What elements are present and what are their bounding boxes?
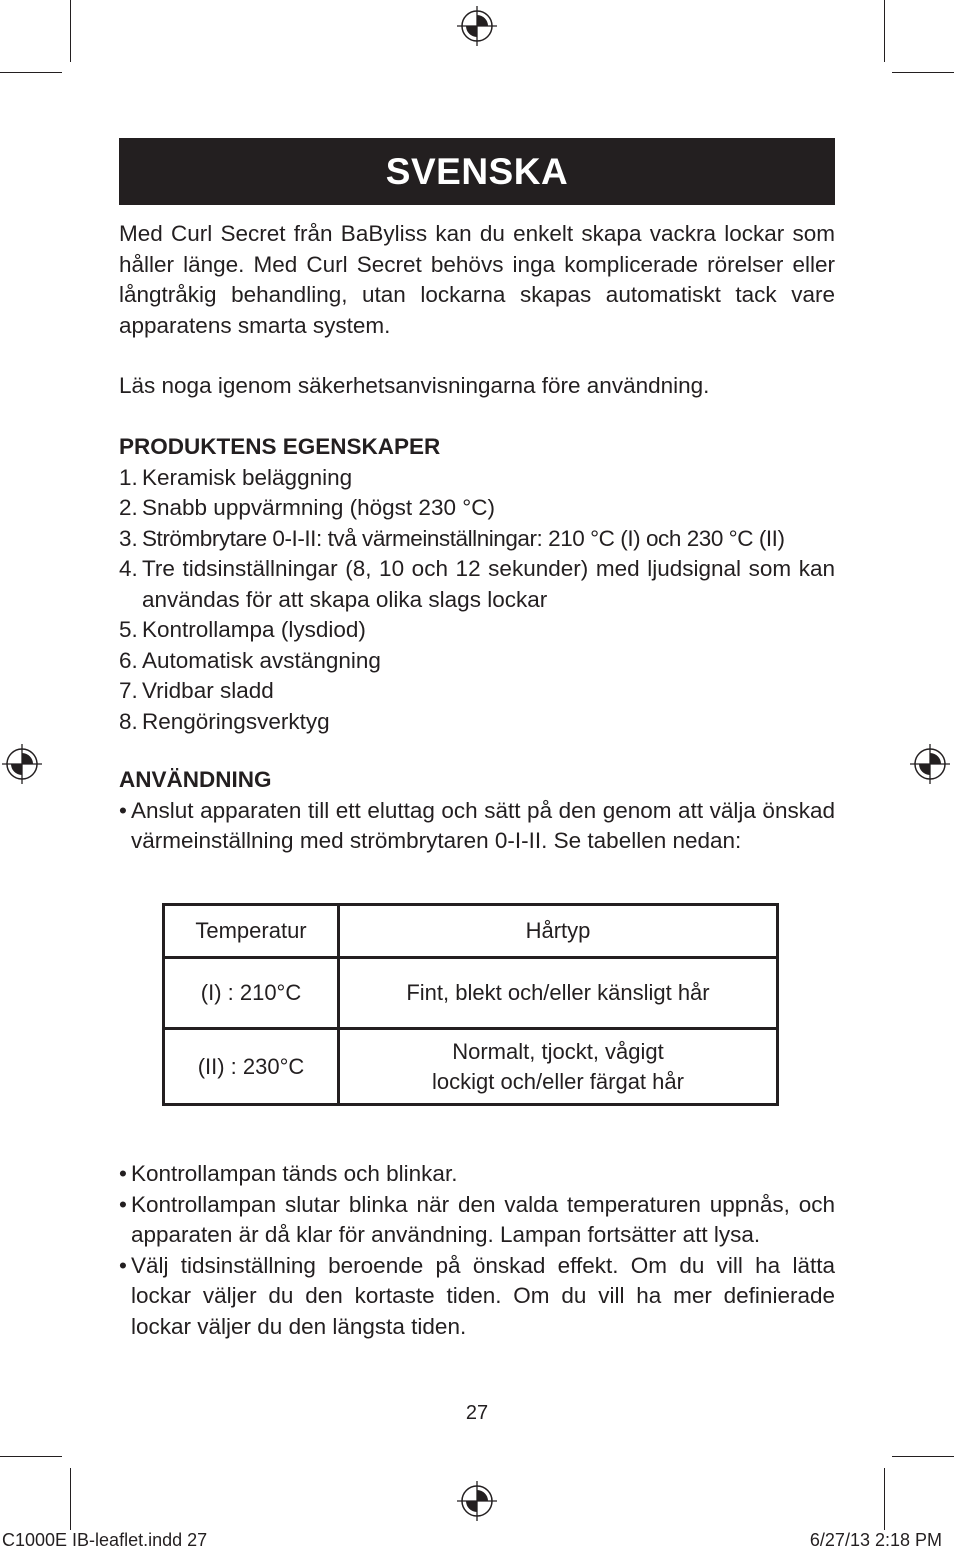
table-header-cell: Hårtyp <box>339 905 778 958</box>
registration-mark-icon <box>910 744 950 784</box>
crop-mark <box>884 0 885 62</box>
intro-paragraph: Med Curl Secret från BaByliss kan du enkelt skapa vackra lockar som håller länge. Med Curl Secret behövs inga komplicerade rörelser eller långtråkig behandling, utan lockarna skapas automatiskt tack vare apparatens smarta system. <box>119 221 835 338</box>
list-item: 1. Keramisk beläggning <box>119 464 353 490</box>
usage-section <box>119 765 835 857</box>
bullet: • <box>119 1252 127 1278</box>
crop-mark <box>70 1468 71 1530</box>
list-item: 7. Vridbar sladd <box>119 678 274 703</box>
crop-mark <box>70 0 71 62</box>
registration-mark-icon <box>2 744 42 784</box>
temperature-table <box>162 903 779 1106</box>
table-cell: (II) : 230°C <box>164 1029 339 1105</box>
usage-bullets-section <box>119 1159 835 1342</box>
slug-timestamp: 6/27/13 2:18 PM <box>809 1530 942 1550</box>
table-cell: (I) : 210°C <box>164 958 339 1029</box>
page-number: 27 <box>465 1402 489 1424</box>
table-cell: Normalt, tjockt, vågigt lockigt och/eller färgat hår <box>339 1029 778 1105</box>
features-list <box>119 463 835 738</box>
table-cell: Fint, blekt och/eller känsligt hår <box>339 958 778 1029</box>
list-item: • Anslut apparaten till ett eluttag och sätt på den genom att välja önskad värmeinställning med strömbrytaren 0-I-II. Se tabellen nedan: <box>119 797 835 853</box>
table-row <box>164 958 778 1029</box>
usage-bullets <box>119 1159 835 1342</box>
crop-mark <box>892 72 954 73</box>
slug-filename: C1000E IB-leaflet.indd 27 <box>2 1530 208 1550</box>
table-row <box>164 1029 778 1105</box>
crop-mark <box>884 1468 885 1530</box>
registration-mark-icon <box>457 6 497 46</box>
safety-note: Läs noga igenom säkerhetsanvisningarna före användning. <box>119 373 710 398</box>
crop-mark <box>0 1456 62 1457</box>
intro-section <box>119 219 835 341</box>
features-heading: PRODUKTENS EGENSKAPER <box>119 434 441 459</box>
page-title: SVENSKA <box>385 151 569 192</box>
usage-intro-list <box>119 796 835 857</box>
table-header-row <box>164 905 778 958</box>
list-item: • Kontrollampan slutar blinka när den valda temperaturen uppnås, och apparaten är då klar för användning. Lampan fortsätter att lysa. <box>119 1191 835 1247</box>
bullet: • <box>119 1191 127 1217</box>
safety-note-section <box>119 371 835 402</box>
language-banner <box>119 138 835 205</box>
list-item: • Välj tidsinställning beroende på önskad effekt. Om du vill ha lätta lockar väljer du den kortaste tiden. Om du vill ha mer definierade lockar väljer du den längsta tiden. <box>119 1252 835 1339</box>
list-item: 4. Tre tidsinställningar (8, 10 och 12 sekunder) med ljudsignal som kan användas för att skapa olika slags lockar <box>119 556 835 612</box>
crop-mark <box>0 72 62 73</box>
list-item: • Kontrollampan tänds och blinkar. <box>119 1159 835 1190</box>
bullet: • <box>119 797 127 823</box>
list-item: 8. Rengöringsverktyg <box>119 708 330 734</box>
table-header-cell: Temperatur <box>164 905 339 958</box>
list-item: 2. Snabb uppvärmning (högst 230 °C) <box>119 495 495 520</box>
bullet: • <box>119 1161 127 1186</box>
crop-mark <box>892 1456 954 1457</box>
list-item: 6. Automatisk avstängning <box>119 647 381 673</box>
list-item: 5. Kontrollampa (lysdiod) <box>119 617 366 642</box>
registration-mark-icon <box>457 1481 497 1521</box>
features-section <box>119 432 835 737</box>
usage-heading: ANVÄNDNING <box>119 767 272 792</box>
list-item: 3. Strömbrytare 0-I-II: två värmeinställningar: 210 °C (I) och 230 °C (II) <box>119 525 785 551</box>
